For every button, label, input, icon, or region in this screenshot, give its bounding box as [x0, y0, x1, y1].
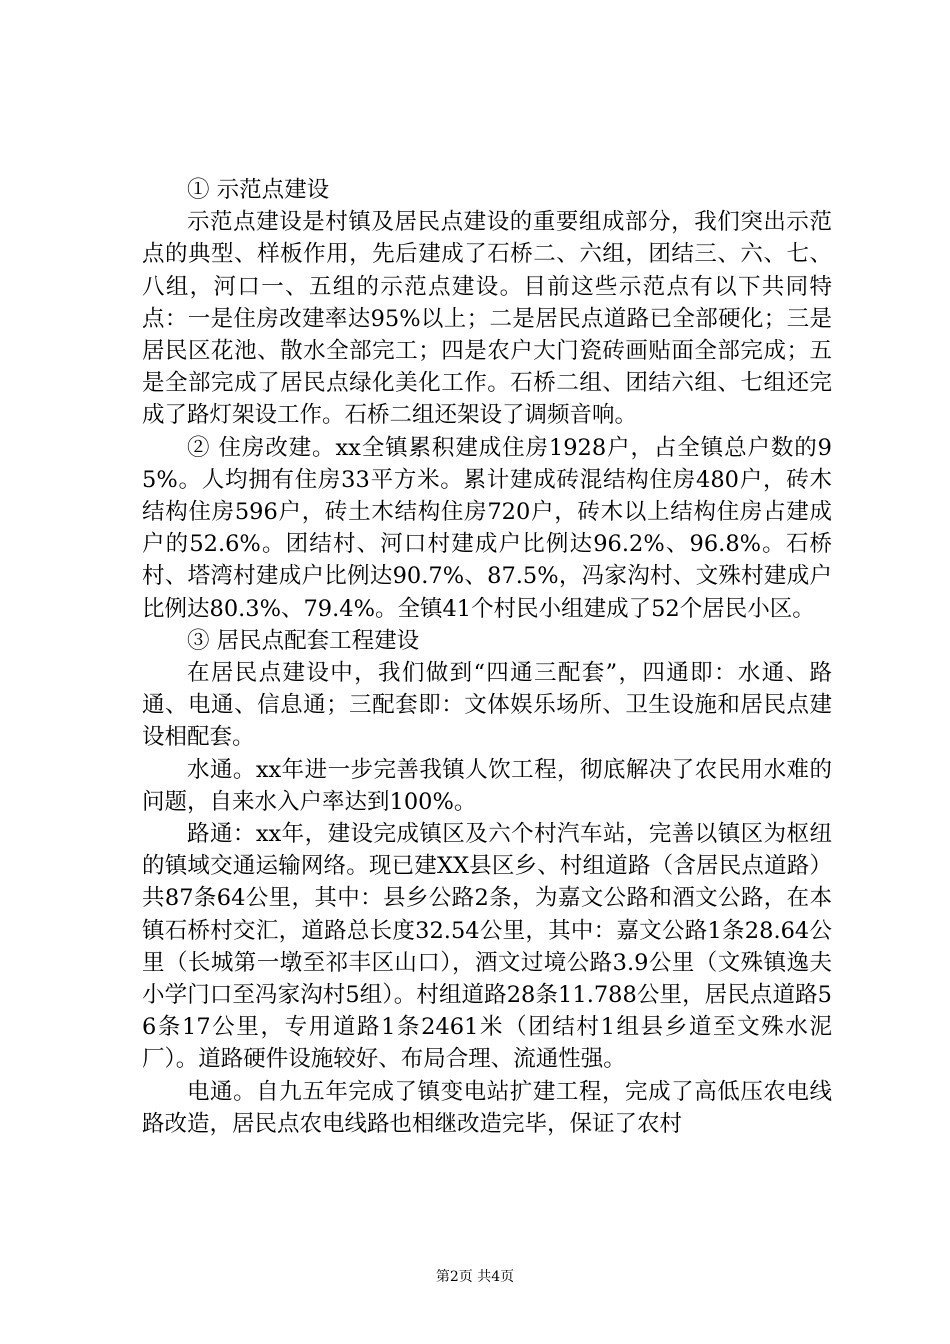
page-number-label: 第2页 共4页 [435, 1269, 515, 1285]
paragraph-housing-reconstruction: ② 住房改建。xx全镇累积建成住房1928户，占全镇总户数的95%。人均拥有住房33平方米。累计建成砖混结构住房480户，砖木结构住房596户，砖土木结构住房720户，砖木以上结构住房占建成户的52.6%。团结村、河口村建成户比例达96.2%、96.8%。石桥村、塔湾村建成户比例达90.7%、87.5%，冯家沟村、文殊村建成户比例达80.3%、79.4%。全镇41个村民小组建成了52个居民小区。 [142, 434, 832, 622]
document-body [142, 174, 832, 1140]
page-footer [0, 1268, 950, 1286]
paragraph-four-connections: 在居民点建设中，我们做到“四通三配套”，四通即：水通、路通、电通、信息通；三配套即：文体娱乐场所、卫生设施和居民点建设相配套。 [142, 660, 832, 751]
heading-demonstration-sites: ① 示范点建设 [187, 177, 330, 203]
paragraph-power-access: 电通。自九五年完成了镇变电站扩建工程，完成了高低压农电线路改造，居民点农电线路也相继改造完毕，保证了农村 [142, 1078, 832, 1137]
paragraph-demonstration-sites: 示范点建设是村镇及居民点建设的重要组成部分，我们突出示范点的典型、样板作用，先后建成了石桥二、六组，团结三、六、七、八组，河口一、五组的示范点建设。目前这些示范点有以下共同特点：一是住房改建率达95%以上；二是居民点道路已全部硬化；三是居民区花池、散水全部完工；四是农户大门瓷砖画贴面全部完成；五是全部完成了居民点绿化美化工作。石桥二组、团结六组、七组还完成了路灯架设工作。石桥二组还架设了调频音响。 [142, 209, 832, 429]
paragraph-water-access: 水通。xx年进一步完善我镇人饮工程，彻底解决了农民用水难的问题，自来水入户率达到100%。 [142, 756, 832, 815]
heading-supporting-works: ③ 居民点配套工程建设 [187, 627, 420, 654]
paragraph-road-access: 路通：xx年，建设完成镇区及六个村汽车站，完善以镇区为枢纽的镇域交通运输网络。现已建XX县区乡、村组道路（含居民点道路）共87条64公里，其中：县乡公路2条，为嘉文公路和酒文公路，在本镇石桥村交汇，道路总长度32.54公里，其中：嘉文公路1条28.64公里（长城第一墩至祁丰区山口），酒文过境公路3.9公里（文殊镇逸夫小学门口至冯家沟村5组）。村组道路28条11.788公里，居民点道路56条17公里，专用道路1条2461米（团结村1组县乡道至文殊水泥厂）。道路硬件设施较好、布局合理、流通性强。 [142, 821, 832, 1073]
